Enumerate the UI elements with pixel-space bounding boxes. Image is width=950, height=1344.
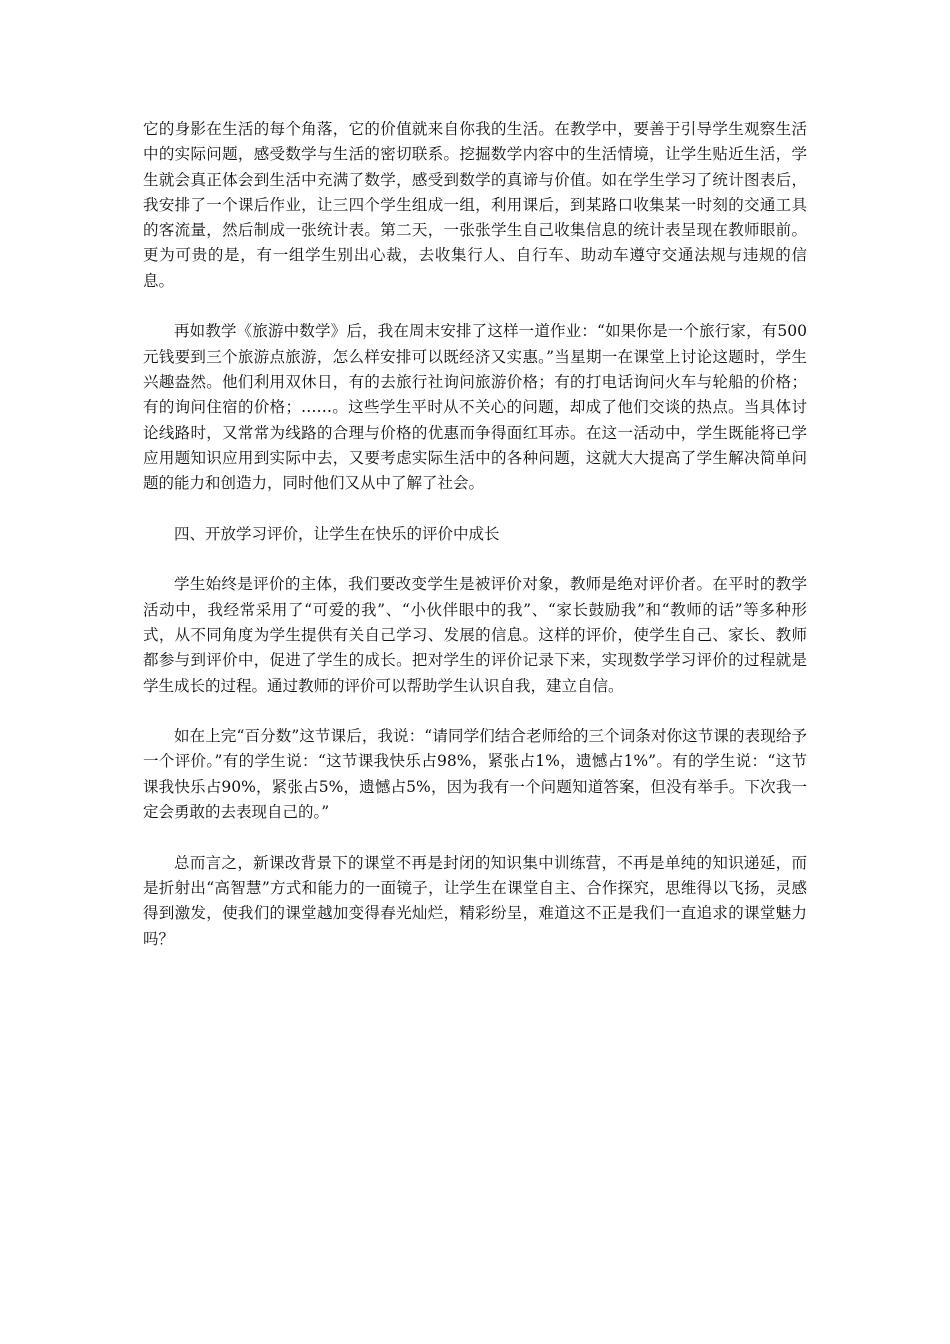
- section-heading-evaluation: 四、开放学习评价，让学生在快乐的评价中成长: [174, 524, 500, 543]
- document-body: [143, 117, 807, 977]
- paragraph-evaluation-subject: 学生始终是评价的主体，我们要改变学生是被评价对象，教师是绝对评价者。在平时的教学活动中，我经常采用了“可爱的我”、“小伙伴眼中的我”、“家长鼓励我”和“教师的话”等多种形式，从不同角度为学生提供有关自己学习、发展的信息。这样的评价，使学生自己、家长、教师都参与到评价中，促进了学生的成长。把对学生的评价记录下来，实现数学学习评价的过程就是学生成长的过程。通过教师的评价可以帮助学生认识自我，建立自信。: [143, 575, 807, 695]
- paragraph-life-math: 它的身影在生活的每个角落，它的价值就来自你我的生活。在教学中，要善于引导学生观察生活中的实际问题，感受数学与生活的密切联系。挖掘数学内容中的生活情境，让学生贴近生活，学生就会真正体会到生活中充满了数学，感受到数学的真谛与价值。如在学生学习了统计图表后，我安排了一个课后作业，让三四个学生组成一组，利用课后，到某路口收集某一时刻的交通工具的客流量，然后制成一张统计表。第二天，一张张学生自己收集信息的统计表呈现在教师眼前。更为可贵的是，有一组学生别出心裁，去收集行人、自行车、助动车遵守交通法规与违规的信息。: [143, 120, 807, 290]
- paragraph-percent-example: 如在上完“百分数”这节课后，我说：“请同学们结合老师给的三个词条对你这节课的表现给予一个评价。”有的学生说：“这节课我快乐占98%，紧张占1%，遗憾占1%”。有的学生说：“这节课我快乐占90%，紧张占5%，遗憾占5%，因为我有一个问题知道答案，但没有举手。下次我一定会勇敢的去表现自己的。”: [143, 727, 807, 822]
- paragraph-travel-math: 再如教学《旅游中数学》后，我在周末安排了这样一道作业：“如果你是一个旅行家，有500元钱要到三个旅游点旅游，怎么样安排可以既经济又实惠。”当星期一在课堂上讨论这题时，学生兴趣盎然。他们利用双休日，有的去旅行社询问旅游价格；有的打电话询问火车与轮船的价格；有的询问住宿的价格；……。这些学生平时从不关心的问题，却成了他们交谈的热点。当具体讨论线路时，又常常为线路的合理与价格的优惠而争得面红耳赤。在这一活动中，学生既能将已学应用题知识应用到实际中去，又要考虑实际生活中的各种问题，这就大大提高了学生解决简单问题的能力和创造力，同时他们又从中了解了社会。: [143, 322, 807, 493]
- paragraph-conclusion: 总而言之，新课改背景下的课堂不再是封闭的知识集中训练营，不再是单纯的知识递延，而是折射出“高智慧”方式和能力的一面镜子，让学生在课堂自主、合作探究，思维得以飞扬，灵感得到激发，使我们的课堂越加变得春光灿烂，精彩纷呈，难道这不正是我们一直追求的课堂魅力吗？: [143, 853, 807, 948]
